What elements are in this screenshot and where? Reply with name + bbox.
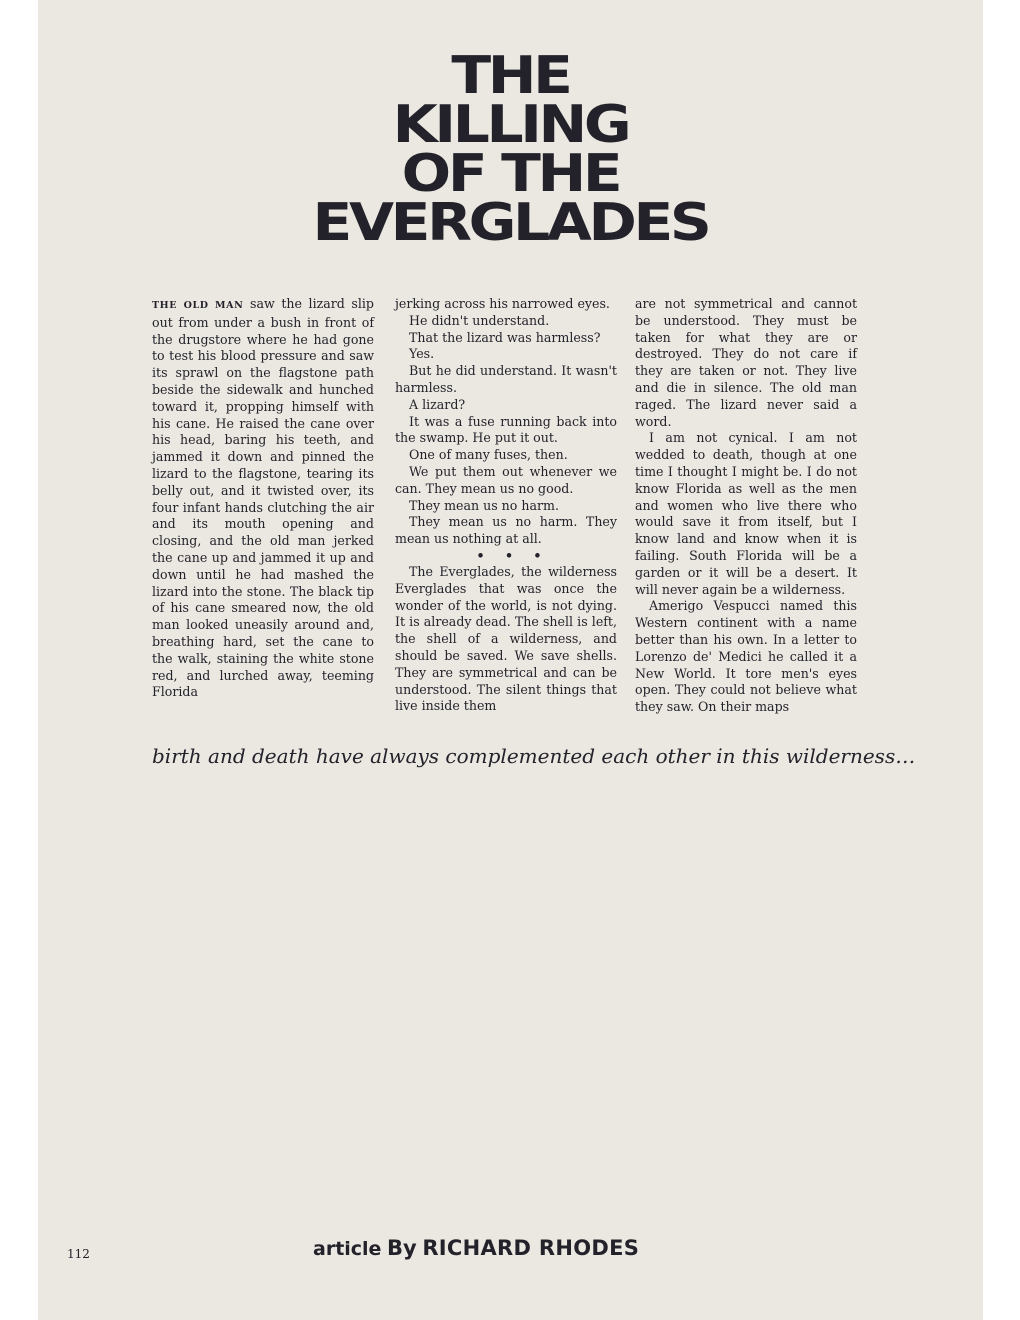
paragraph: They mean us no harm. (409, 497, 559, 513)
author-name: RICHARD RHODES (422, 1236, 640, 1260)
paragraph: We put them out whenever we can. They mean us no good. (395, 463, 617, 496)
lead-in: THE OLD MAN (152, 300, 244, 311)
paragraph: A lizard? (409, 396, 466, 412)
title-line-4: EVERGLADES (312, 193, 709, 253)
paragraph: are not symmetrical and cannot be understood. They must be taken for what they are or destroyed. They do not care if they are taken or not. They live and die in silence. The old man raged. The lizard never said a word. (635, 296, 857, 429)
section-break: • • • (476, 547, 550, 563)
paragraph: He didn't understand. (409, 312, 550, 328)
paragraph: jerking across his narrowed eyes. (395, 296, 610, 311)
paragraph: But he did understand. It wasn't harmless. (395, 363, 617, 395)
opening-text: saw the lizard slip out from under a bush in front of the drugstore where he had gone to test his blood pressure and saw its sprawl on the flagstone path beside the sidewalk and hunched toward it, propping himself with his cane. He raised the cane over his head, baring his teeth, and jammed it down and pinned the lizard to the flagstone, tearing its belly out, and it twisted over, its four infant hands clutching the air and its mouth opening and closing, and the old man jerked the cane up and jammed it up and down until he had mashed the lizard into the stone. The black tip of his cane smeared now, the old man looked uneasily around and, breathing hard, set the cane to the walk, staining the white stone red, and lurched away, teeming Florida (152, 296, 374, 700)
paragraph: One of many fuses, then. (409, 447, 568, 463)
byline-by: By (387, 1236, 417, 1260)
paragraph: Amerigo Vespucci named this Western continent with a name better than his own. In a letter to Lorenzo de' Medici he called it a New World. It tore men's eyes open. They could not believe what they saw. On their maps (635, 598, 857, 715)
title-line-2: KILLING (392, 95, 629, 155)
pull-quote: birth and death have always complemented each other in this wilderness… (152, 744, 916, 768)
paragraph: They mean us no harm. They mean us nothing at all. (395, 514, 617, 547)
paragraph: I am not cynical. I am not wedded to death, though at one time I thought I might be. I do not know Florida as well as the men and women who live there who would save it from itself, but I know land and know when it is failing. South Florida will be a garden or it will be a desert. It will never again be a wilderness. (635, 430, 857, 597)
title-line-3: OF THE (401, 144, 620, 204)
text-column-3 (635, 296, 857, 716)
paragraph: It was a fuse running back into the swamp. He put it out. (395, 413, 617, 446)
article-title (0, 46, 1020, 253)
text-column-1 (152, 296, 374, 701)
opening-paragraph (152, 296, 374, 701)
paragraph: That the lizard was harmless? (409, 329, 601, 345)
paragraph: Yes. (409, 346, 435, 362)
title-line-1: THE (451, 46, 570, 106)
page-number: 112 (67, 1247, 90, 1261)
paragraph: The Everglades, the wilderness Everglades that was once the wonder of the world, is not dying. It is already dead. The shell is left, the shell of a wilderness, and should be saved. We save shells. They are symmetrical and can be understood. The silent things that live inside them (395, 563, 617, 714)
text-column-2 (395, 296, 617, 715)
byline-prefix: article (313, 1238, 382, 1260)
byline (313, 1236, 639, 1260)
magazine-page (38, 0, 983, 1320)
